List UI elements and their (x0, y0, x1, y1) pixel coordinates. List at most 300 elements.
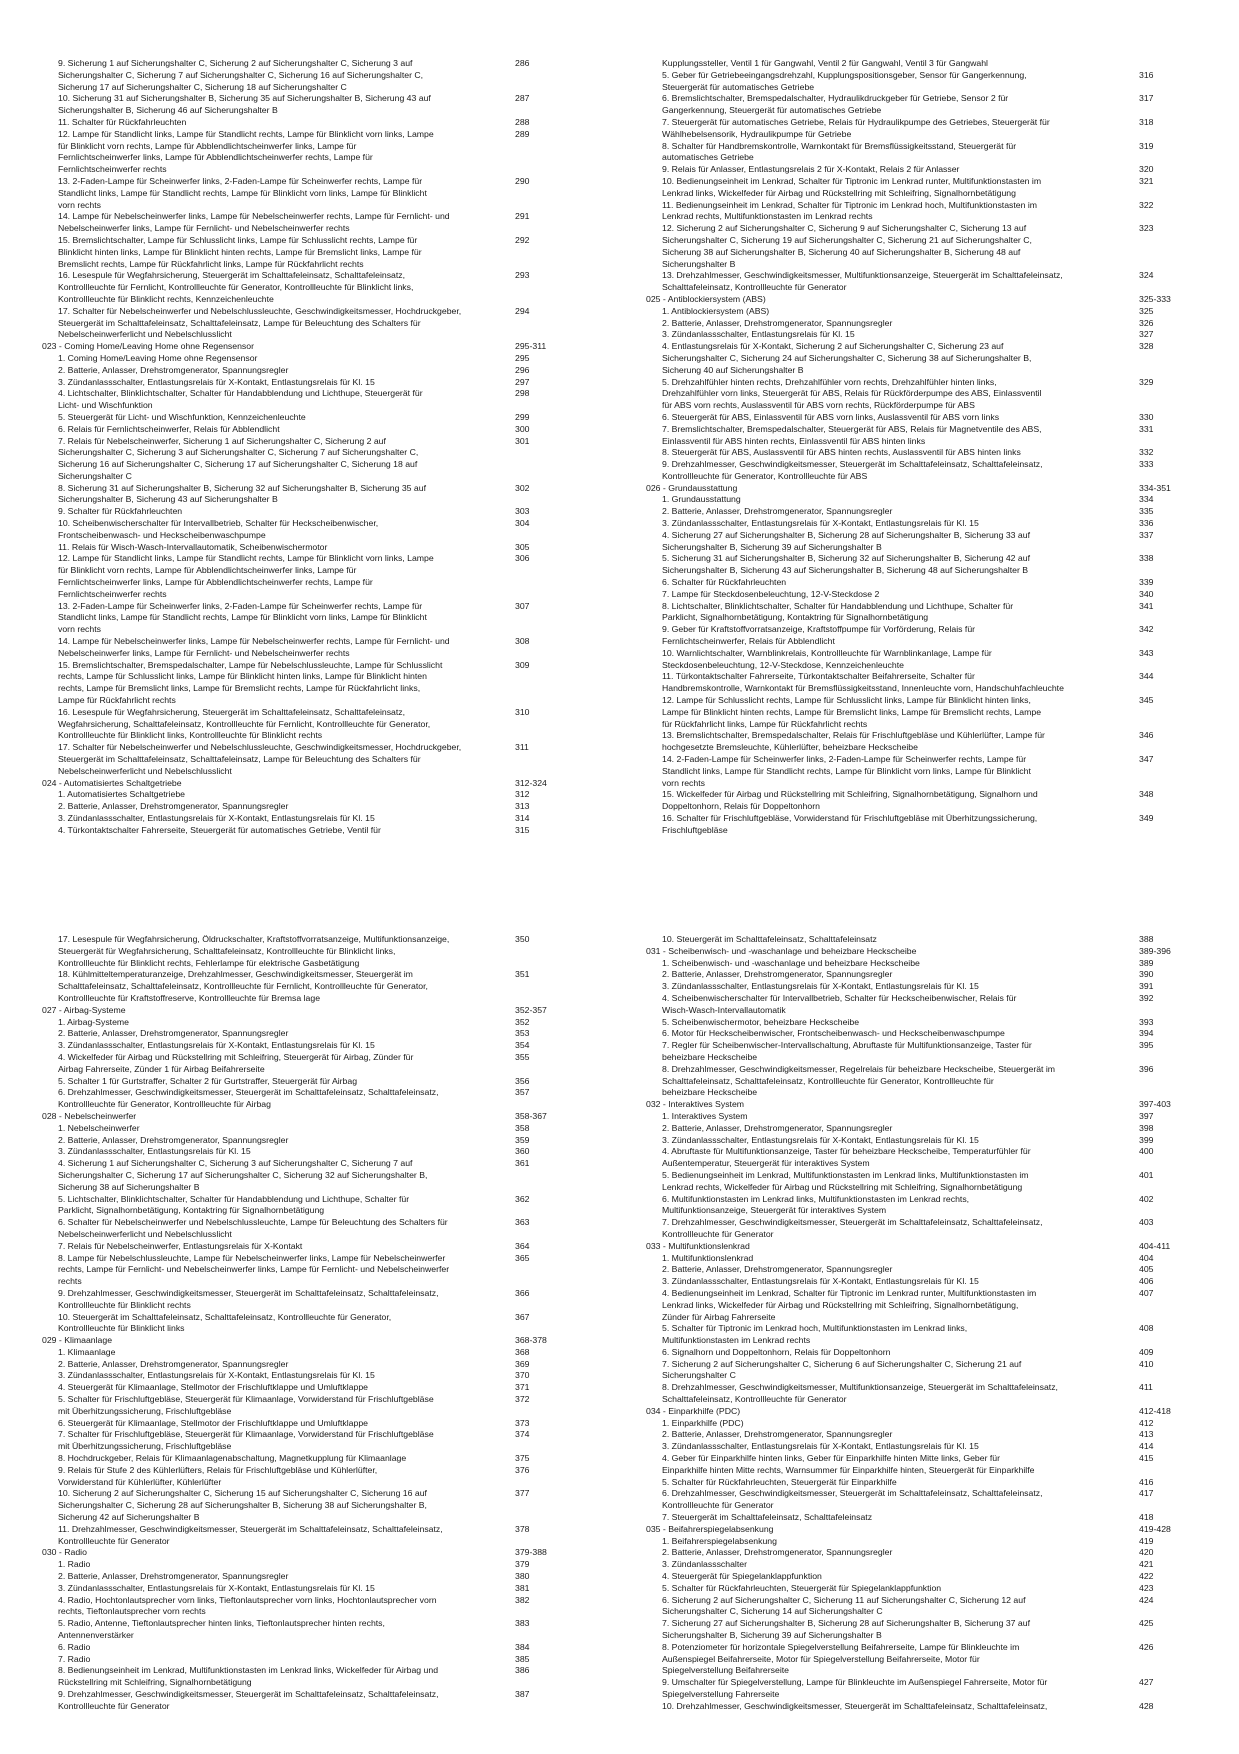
toc-page-number: 394 (1139, 1028, 1154, 1039)
toc-entry (662, 589, 1202, 601)
toc-page-number: 420 (1139, 1547, 1154, 1558)
toc-entry-title: 5. Sicherung 31 auf Sicherungshalter B, Sicherung 32 auf Sicherungshalter B, Sicherung 42 auf Sicherungshalter B, Sicherung 43 auf Sicherungshalter B, Sicherung 48 auf Sicherungshalter B (662, 553, 1031, 576)
toc-entry-title: 4. Geber für Einparkhilfe hinten links, Geber für Einparkhilfe hinten Mitte links, Geber für Einparkhilfe hinten Mitte rechts, Warnsummer für Einparkhilfe hinten, Steuergerät für Einparkhilfe (662, 1453, 1035, 1475)
toc-entry (58, 1288, 578, 1312)
toc-entry-title: 9. Drehzahlmesser, Geschwindigkeitsmesser, Steuergerät im Schalttafeleinsatz, Schalttafeleinsatz, Kontrollleuchte für Generator, Kontrollleuchte für ABS (662, 459, 1043, 481)
toc-entry (58, 789, 578, 801)
toc-page-number: 311 (515, 742, 529, 753)
toc-page-number: 346 (1139, 730, 1154, 741)
toc-page-number: 391 (1139, 981, 1154, 992)
toc-page-number: 400 (1139, 1146, 1154, 1157)
toc-entry-title: 8. Lichtschalter, Blinklichtschalter, Schalter für Handabblendung und Lichthupe, Schalter für Parklicht, Signalhornbetätigung, Kontaktring für Signalhornbetätigung (662, 600, 1014, 623)
toc-page-number: 362 (515, 1193, 530, 1204)
toc-page-number: 288 (515, 116, 530, 127)
toc-entry-title: 6. Radio (58, 1641, 91, 1652)
toc-page-number: 405 (1139, 1264, 1154, 1275)
toc-page-number: 343 (1139, 647, 1154, 658)
toc-page-number: 411 (1139, 1382, 1153, 1393)
toc-entry (58, 377, 578, 389)
toc-entry (662, 58, 1202, 70)
toc-entry-title: 3. Zündanlassschalter, Entlastungsrelais für X-Kontakt, Entlastungsrelais für Kl. 15 (58, 813, 375, 823)
toc-page-number: 332 (1139, 447, 1154, 458)
toc-page-number: 404 (1139, 1252, 1154, 1263)
toc-entry-title: 13. Drehzahlmesser, Geschwindigkeitsmesser, Multifunktionsanzeige, Steuergerät im Schalttafeleinsatz, Schalttafeleinsatz, Kontrollleuchte für Generator (662, 270, 1063, 293)
toc-page-number: 324 (1139, 270, 1154, 281)
toc-entry-title: 13. 2-Faden-Lampe für Scheinwerfer links, 2-Faden-Lampe für Scheinwerfer rechts, Lampe für Standlicht links, Lampe für Standlicht rechts, Lampe für Blinklicht vorn links, Lampe für Blinklicht vorn rechts (58, 600, 427, 635)
toc-page-number: 344 (1139, 671, 1154, 682)
toc-entry (58, 1429, 578, 1453)
toc-entry (662, 1028, 1202, 1040)
toc-entry-title: 10. Scheibenwischerschalter für Intervallbetrieb, Schalter für Heckscheibenwischer, Frontscheibenwasch- und Heckscheibenwaschpumpe (58, 518, 379, 540)
toc-page-number: 294 (515, 305, 530, 316)
toc-entry (662, 1217, 1202, 1241)
toc-entry-title: 10. Steuergerät im Schalttafeleinsatz, Schalttafeleinsatz (662, 934, 877, 944)
toc-entry (58, 1465, 578, 1489)
toc-page-number: 349 (1139, 813, 1154, 823)
toc-entry-title: 6. Multifunktionstasten im Lenkrad links, Multifunktionstasten im Lenkrad rechts, Multifunktionsanzeige, Steuergerät für interaktives System (662, 1193, 970, 1216)
toc-entry (58, 1583, 578, 1595)
toc-entry (58, 58, 578, 93)
toc-entry-title: 1. Nebelscheinwerfer (58, 1122, 140, 1133)
toc-entry-title: 11. Relais für Wisch-Wasch-Intervallautomatik, Scheibenwischermotor (58, 541, 328, 552)
toc-entry (662, 1618, 1202, 1642)
toc-entry-title: 13. Bremslichtschalter, Bremspedalschalter, Relais für Frischluftgebläse und Kühlerlüfter, Lampe für hochgesetzte Bremsleuchte, Kühlerlüfter, beheizbare Heckscheibe (662, 730, 1045, 753)
toc-page-number: 318 (1139, 116, 1154, 127)
toc-entry (58, 1217, 578, 1241)
toc-page-number: 339 (1139, 577, 1154, 588)
toc-entry (58, 1665, 578, 1689)
toc-entry-title: 1. Multifunktionslenkrad (662, 1252, 754, 1263)
toc-entry (662, 1441, 1202, 1453)
toc-entry-title: 9. Umschalter für Spiegelverstellung, Lampe für Blinkleuchte im Außenspiegel Fahrerseite, Motor für Spiegelverstellung Fahrerseite (662, 1677, 1048, 1699)
toc-entry (58, 1017, 578, 1029)
toc-entry-title: 12. Sicherung 2 auf Sicherungshalter C, Sicherung 9 auf Sicherungshalter C, Sicherung 13 auf Sicherungshalter C, Sicherung 19 auf Sicherungshalter C, Sicherung 21 auf Sicherungshalter C, Sicherung 38 auf Sicherungshalter B, Sicherung 40 auf Sicherungshalter B, Sicherung 48 auf Sicherungshalter B (662, 223, 1032, 269)
toc-entry-title: 9. Relais für Anlasser, Entlastungsrelais 2 für X-Kontakt, Relais 2 für Anlasser (662, 164, 960, 175)
toc-entry (58, 1076, 578, 1088)
toc-entry (662, 93, 1202, 117)
toc-entry (662, 601, 1202, 625)
toc-entry-title: 2. Batterie, Anlasser, Drehstromgenerator, Spannungsregler (58, 1571, 289, 1582)
toc-entry-title: 4. Sicherung 27 auf Sicherungshalter B, Sicherung 28 auf Sicherungshalter B, Sicherung 33 auf Sicherungshalter B, Sicherung 39 auf Sicherungshalter B (662, 529, 1031, 552)
toc-entry-title: 6. Schalter für Rückfahrleuchten (662, 577, 787, 588)
toc-page-number: 410 (1139, 1358, 1154, 1369)
toc-entry (662, 577, 1202, 589)
toc-entry-title: 17. Schalter für Nebelscheinwerfer und Nebelschlussleuchte, Geschwindigkeitsmesser, Hochdruckgeber, Steuergerät im Schalttafeleinsatz, Schalttafeleinsatz, Lampe für Beleuchtung des Schalters für Nebelscheinwerferlicht und Nebelschlusslicht (58, 305, 462, 340)
toc-page-number: 412 (1139, 1417, 1154, 1428)
toc-entry (662, 1276, 1202, 1288)
toc-page-number: 298 (515, 388, 530, 399)
toc-page-number: 304 (515, 518, 530, 529)
toc-entry (58, 93, 578, 117)
toc-page-number: 379 (515, 1559, 530, 1570)
toc-section-heading (646, 1240, 1202, 1253)
toc-entry-title: 026 - Grundausstattung (646, 482, 738, 493)
toc-page-number: 381 (515, 1582, 530, 1593)
toc-entry (662, 459, 1202, 483)
toc-page-number: 385 (515, 1653, 530, 1664)
toc-page-number: 350 (515, 934, 530, 944)
toc-page-number: 329 (1139, 376, 1154, 387)
toc-entry (58, 542, 578, 554)
toc-entry-title: 2. Batterie, Anlasser, Drehstromgenerator, Spannungsregler (58, 1358, 289, 1369)
toc-entry-title: 6. Motor für Heckscheibenwischer, Frontscheibenwasch- und Heckscheibenwaschpumpe (662, 1028, 1005, 1039)
toc-entry-title: 15. Bremslichtschalter, Lampe für Schlusslicht links, Lampe für Schlusslicht rechts, Lampe für Blinklicht hinten links, Lampe für Blinklicht hinten rechts, Lampe für Bremslicht links, Lampe für Bremslicht rechts, Lampe für Rückfahrlicht links, Lampe für Rückfahrlicht rechts (58, 234, 422, 269)
toc-page-number: 310 (515, 706, 530, 717)
toc-entry-title: 10. Drehzahlmesser, Geschwindigkeitsmesser, Steuergerät im Schalttafeleinsatz, Schalttafeleinsatz, (662, 1700, 1048, 1711)
toc-entry-title: 10. Steuergerät im Schalttafeleinsatz, Schalttafeleinsatz, Kontrollleuchte für Generator, Kontrollleuchte für Blinklicht links (58, 1311, 392, 1334)
toc-entry-title: 3. Zündanlassschalter, Entlastungsrelais für X-Kontakt, Entlastungsrelais für Kl. 15 (662, 1441, 979, 1452)
toc-entry (662, 993, 1202, 1017)
toc-entry (58, 825, 578, 837)
toc-entry (662, 164, 1202, 176)
toc-entry-title: 4. Steuergerät für Spiegelanklappfunktion (662, 1571, 822, 1582)
toc-entry-title: 4. Steuergerät für Klimaanlage, Stellmotor der Frischluftklappe und Umluftklappe (58, 1382, 369, 1393)
toc-entry-title: 11. Bedienungseinheit im Lenkrad, Schalter für Tiptronic im Lenkrad hoch, Multifunktionstasten im Lenkrad rechts, Multifunktionstasten im Lenkrad rechts (662, 199, 1038, 222)
toc-page-number: 367 (515, 1311, 530, 1322)
toc-entry (58, 1394, 578, 1418)
toc-page-number: 390 (1139, 969, 1154, 980)
toc-page-number: 421 (1139, 1559, 1154, 1570)
toc-entry-title: 16. Lesespule für Wegfahrsicherung, Steuergerät im Schalttafeleinsatz, Schalttafeleinsatz, Wegfahrsicherung, Schalttafeleinsatz, Kontrollleuchte für Fernlicht, Kontrollleuchte für Generator, Kontrollleuchte für Blinklicht links, Kontrollleuchte für Blinklicht rechts (58, 706, 431, 741)
toc-entry-title: 034 - Einparkhilfe (PDC) (646, 1405, 741, 1416)
toc-entry (58, 601, 578, 636)
toc-entry (662, 447, 1202, 459)
toc-entry-title: 10. Bedienungseinheit im Lenkrad, Schalter für Tiptronic im Lenkrad runter, Multifunktionstasten im Lenkrad links, Wickelfeder für Airbag und Rückstellring mit Schleifring, Signalhornbetätigung (662, 175, 1042, 198)
toc-page-number: 369 (515, 1358, 530, 1369)
toc-page-number: 374 (515, 1429, 530, 1440)
toc-entry-title: 6. Sicherung 2 auf Sicherungshalter C, Sicherung 11 auf Sicherungshalter C, Sicherung 12 auf Sicherungshalter C, Sicherung 14 auf Sicherungshalter C (662, 1594, 1026, 1617)
toc-page-number: 296 (515, 364, 530, 375)
toc-entry (662, 518, 1202, 530)
toc-entry-title: 9. Geber für Kraftstoffvorratsanzeige, Kraftstoffpumpe für Vorförderung, Relais für Fernlichtscheinwerfer, Relais für Abblendlicht (662, 624, 976, 647)
toc-entry-title: 5. Steuergerät für Licht- und Wischfunktion, Kennzeichenleuchte (58, 411, 306, 422)
toc-page-number: 287 (515, 93, 530, 104)
toc-entry-title: 8. Steuergerät für ABS, Auslassventil für ABS hinten rechts, Auslassventil für ABS hinten links (662, 447, 1021, 458)
toc-page-number: 427 (1139, 1677, 1154, 1688)
toc-entry (662, 1701, 1202, 1713)
toc-entry (58, 176, 578, 211)
toc-entry-title: 15. Wickelfeder für Airbag und Rückstellring mit Schleifring, Signalhornbetätigung, Signalhorn und Doppeltonhorn, Relais für Doppeltonhorn (662, 789, 1038, 812)
toc-entry (662, 1323, 1202, 1347)
toc-entry (58, 1418, 578, 1430)
toc-page-number: 292 (515, 234, 530, 245)
toc-page-number: 365 (515, 1252, 530, 1263)
toc-entry-title: 2. Batterie, Anlasser, Drehstromgenerator, Spannungsregler (662, 969, 893, 980)
toc-page-number: 336 (1139, 518, 1154, 529)
toc-section-heading (646, 293, 1202, 306)
toc-entry-title: 2. Batterie, Anlasser, Drehstromgenerator, Spannungsregler (662, 506, 893, 517)
toc-entry (662, 1453, 1202, 1477)
toc-entry (662, 754, 1202, 789)
toc-entry-title: 10. Sicherung 31 auf Sicherungshalter B, Sicherung 35 auf Sicherungshalter B, Sicherung 43 auf Sicherungshalter B, Sicherung 46 auf Sicherungshalter B (58, 93, 431, 116)
toc-entry (662, 117, 1202, 141)
toc-entry-title: Kupplungssteller, Ventil 1 für Gangwahl, Ventil 2 für Gangwahl, Ventil 3 für Gangwahl (662, 58, 988, 68)
toc-entry (662, 1170, 1202, 1194)
toc-entry-title: 5. Lichtschalter, Blinklichtschalter, Schalter für Handabblendung und Lichthupe, Schalter für Parklicht, Signalhornbetätigung, Kontaktring für Signalhornbetätigung (58, 1193, 410, 1216)
toc-entry-title: 13. 2-Faden-Lampe für Scheinwerfer links, 2-Faden-Lampe für Scheinwerfer rechts, Lampe für Standlicht links, Lampe für Standlicht rechts, Lampe für Blinklicht vorn links, Lampe für Blinklicht vorn rechts (58, 175, 427, 210)
toc-entry-title: 5. Schalter 1 für Gurtstraffer, Schalter 2 für Gurtstraffer, Steuergerät für Airbag (58, 1075, 358, 1086)
toc-entry (58, 1347, 578, 1359)
toc-entry-title: 6. Signalhorn und Doppeltonhorn, Relais für Doppeltonhorn (662, 1346, 891, 1357)
toc-page-number: 396 (1139, 1063, 1154, 1074)
toc-entry (662, 1547, 1202, 1559)
toc-entry (662, 789, 1202, 813)
toc-entry (662, 318, 1202, 330)
toc-page-number: 326 (1139, 317, 1154, 328)
toc-entry (58, 1123, 578, 1135)
toc-entry (58, 412, 578, 424)
toc-page-number: 406 (1139, 1276, 1154, 1287)
toc-page-number: 301 (515, 435, 530, 446)
toc-entry (662, 1288, 1202, 1323)
toc-entry-title: 033 - Multifunktionslenkrad (646, 1240, 750, 1251)
toc-column-right (646, 934, 1202, 1711)
toc-entry-title: 027 - Airbag-Systeme (42, 1004, 126, 1015)
toc-entry-title: 8. Sicherung 31 auf Sicherungshalter B, Sicherung 32 auf Sicherungshalter B, Sicherung 35 auf Sicherungshalter B, Sicherung 43 auf Sicherungshalter B (58, 482, 427, 505)
toc-entry (58, 934, 578, 969)
toc-page-number: 330 (1139, 411, 1154, 422)
toc-page-number: 338 (1139, 553, 1154, 564)
toc-page-number: 347 (1139, 754, 1154, 765)
toc-entry-title: 6. Drehzahlmesser, Geschwindigkeitsmesser, Steuergerät im Schalttafeleinsatz, Schalttafeleinsatz, Kontrollleuchte für Generator (662, 1488, 1043, 1511)
toc-page-number: 414 (1139, 1441, 1154, 1452)
toc-entry-title: 8. Schalter für Handbremskontrolle, Warnkontakt für Bremsflüssigkeitsstand, Steuergerät für automatisches Getriebe (662, 140, 1017, 163)
toc-entry-title: 2. Batterie, Anlasser, Drehstromgenerator, Spannungsregler (58, 364, 289, 375)
toc-entry (58, 553, 578, 600)
toc-entry-title: 12. Lampe für Standlicht links, Lampe für Standlicht rechts, Lampe für Blinklicht vorn links, Lampe für Blinklicht vorn rechts, Lampe für Abblendlichtscheinwerfer links, Lampe für Fernlichtscheinwerfer links, Lampe für Abblendlichtscheinwerfer rechts, Lampe für Fernlichtscheinwerfer rechts (58, 553, 434, 599)
toc-entry (58, 306, 578, 341)
toc-entry-title: 4. Scheibenwischerschalter für Intervallbetrieb, Schalter für Heckscheibenwischer, Relais für Wisch-Wasch-Intervallautomatik (662, 992, 1017, 1015)
toc-entry (662, 1595, 1202, 1619)
toc-entry (662, 813, 1202, 837)
toc-page-number: 423 (1139, 1582, 1154, 1593)
toc-page-number: 337 (1139, 529, 1154, 540)
toc-entry (662, 1642, 1202, 1677)
toc-entry (662, 530, 1202, 554)
toc-page-number: 425 (1139, 1618, 1154, 1629)
toc-section-heading (42, 1110, 578, 1123)
toc-page-number: 398 (1139, 1122, 1154, 1133)
toc-entry-title: 7. Sicherung 27 auf Sicherungshalter B, Sicherung 28 auf Sicherungshalter B, Sicherung 37 auf Sicherungshalter B, Sicherung 39 auf Sicherungshalter B (662, 1618, 1031, 1641)
toc-page-number: 290 (515, 175, 530, 186)
toc-entry-title: 9. Drehzahlmesser, Geschwindigkeitsmesser, Steuergerät im Schalttafeleinsatz, Schalttafeleinsatz, Kontrollleuchte für Generator (58, 1689, 439, 1711)
toc-entry-title: 1. Automatisiertes Schaltgetriebe (58, 789, 186, 800)
toc-entry (58, 1642, 578, 1654)
toc-entry-title: 3. Zündanlassschalter, Entlastungsrelais für X-Kontakt, Entlastungsrelais für Kl. 15 (58, 1370, 375, 1381)
toc-page-number: 393 (1139, 1016, 1154, 1027)
toc-entry-title: 11. Schalter für Rückfahrleuchten (58, 116, 187, 127)
toc-entry (58, 436, 578, 483)
toc-page-number: 364 (515, 1240, 530, 1251)
toc-entry-title: 1. Radio (58, 1559, 91, 1570)
toc-entry-title: 7. Bremslichtschalter, Bremspedalschalter, Steuergerät für ABS, Relais für Magnetventile des ABS, Einlassventil für ABS hinten rechts, Einlassventil für ABS hinten links (662, 423, 1042, 446)
toc-section-heading (646, 1405, 1202, 1418)
toc-page-number: 401 (1139, 1169, 1154, 1180)
toc-entry (58, 1571, 578, 1583)
toc-page-number: 352-357 (515, 1004, 547, 1015)
toc-entry (58, 1359, 578, 1371)
toc-entry (662, 1559, 1202, 1571)
toc-entry-title: 4. Radio, Hochtonlautsprecher vorn links, Tieftonlautsprecher vorn links, Hochtonlautsprecher vorn rechts, Tieftonlautsprecher vorn rechts (58, 1594, 437, 1617)
page-2 (0, 877, 1239, 1754)
toc-entry-title: 1. Klimaanlage (58, 1346, 116, 1357)
toc-page-number: 297 (515, 376, 530, 387)
toc-page-number: 357 (515, 1087, 530, 1098)
toc-entry-title: 4. Türkontaktschalter Fahrerseite, Steuergerät für automatisches Getriebe, Ventil für (58, 824, 381, 835)
toc-page-number: 353 (515, 1028, 530, 1039)
toc-entry-title: 2. Batterie, Anlasser, Drehstromgenerator, Spannungsregler (58, 1134, 289, 1145)
toc-page-number: 418 (1139, 1512, 1154, 1523)
toc-page-number: 325 (1139, 305, 1154, 316)
toc-entry-title: 6. Relais für Fernlichtscheinwerfer, Relais für Abblendlicht (58, 423, 280, 434)
toc-page-number: 379-388 (515, 1547, 547, 1558)
toc-entry (58, 506, 578, 518)
toc-entry-title: 17. Schalter für Nebelscheinwerfer und Nebelschlussleuchte, Geschwindigkeitsmesser, Hochdruckgeber, Steuergerät im Schalttafeleinsatz, Schalttafeleinsatz, Lampe für Beleuchtung des Schalters für Nebelscheinwerferlicht und Nebelschlusslicht (58, 742, 462, 776)
toc-entry-title: 1. Coming Home/Leaving Home ohne Regensensor (58, 352, 258, 363)
toc-page-number: 341 (1139, 600, 1154, 611)
toc-entry (662, 1135, 1202, 1147)
toc-entry (58, 813, 578, 825)
toc-page-number: 340 (1139, 588, 1154, 599)
toc-entry-title: 15. Bremslichtschalter, Bremspedalschalter, Lampe für Nebelschlussleuchte, Lampe für Schlusslicht rechts, Lampe für Schlusslicht links, Lampe für Blinklicht hinten links, Lampe für Blinklicht hinten rechts, Lampe für Bremslicht links, Lampe für Bremslicht rechts, Lampe für Rückfahrlicht links, Lampe für Rückfahrlicht rechts (58, 659, 443, 706)
toc-page-number: 293 (515, 270, 530, 281)
toc-entry-title: 4. Wickelfeder für Airbag und Rückstellring mit Schleifring, Steuergerät für Airbag, Zünder für Airbag Fahrerseite, Zünder 1 für Airbag Beifahrerseite (58, 1051, 414, 1074)
toc-entry-title: 14. Lampe für Nebelscheinwerfer links, Lampe für Nebelscheinwerfer rechts, Lampe für Fernlicht- und Nebelscheinwerfer links, Lampe für Fernlicht- und Nebelscheinwerfer rechts (58, 211, 450, 234)
toc-entry (58, 1654, 578, 1666)
toc-column-left (42, 934, 578, 1711)
toc-page-number: 371 (515, 1382, 530, 1393)
toc-entry-title: 6. Drehzahlmesser, Geschwindigkeitsmesser, Steuergerät im Schalttafeleinsatz, Schalttafeleinsatz, Kontrollleuchte für Generator, Kontrollleuchte für Airbag (58, 1087, 439, 1110)
toc-page-number: 404-411 (1139, 1240, 1171, 1251)
toc-entry-title: 8. Drehzahlmesser, Geschwindigkeitsmesser, Multifunktionsanzeige, Steuergerät im Schalttafeleinsatz, Schalttafeleinsatz, Kontrollleuchte für Generator (662, 1382, 1058, 1405)
toc-entry (58, 117, 578, 129)
toc-page-number: 395 (1139, 1040, 1154, 1051)
toc-entry-title: 5. Schalter für Frischluftgebläse, Steuergerät für Klimaanlage, Vorwiderstand für Frischluftgebläse mit Überhitzungssicherung, Frischluftgebläse (58, 1394, 434, 1416)
toc-entry-title: 3. Zündanlassschalter, Entlastungsrelais für X-Kontakt, Entlastungsrelais für Kl. 15 (662, 1276, 979, 1287)
toc-page-number: 397-403 (1139, 1099, 1171, 1110)
toc-page-number: 331 (1139, 423, 1154, 434)
toc-entry (58, 211, 578, 235)
toc-entry (58, 1370, 578, 1382)
toc-page-number: 363 (515, 1217, 530, 1228)
toc-entry (58, 742, 578, 777)
toc-page-number: 412-418 (1139, 1405, 1171, 1416)
toc-page-number: 355 (515, 1051, 530, 1062)
toc-entry-title: 7. Steuergerät für automatisches Getriebe, Relais für Hydraulikpumpe des Getriebes, Steuergerät für Wählhebelsensorik, Hydraulikpumpe für Getriebe (662, 116, 1050, 139)
toc-entry (662, 958, 1202, 970)
toc-section-heading (646, 1523, 1202, 1536)
toc-section-heading (646, 945, 1202, 958)
toc-entry (58, 1382, 578, 1394)
toc-entry-title: 7. Relais für Nebelscheinwerfer, Entlastungsrelais für X-Kontakt (58, 1240, 303, 1251)
toc-entry-title: 1. Interaktives System (662, 1110, 748, 1121)
toc-entry-title: 029 - Klimaanlage (42, 1335, 113, 1346)
toc-entry (58, 636, 578, 660)
toc-entry (662, 1347, 1202, 1359)
toc-entry-title: 2. Batterie, Anlasser, Drehstromgenerator, Spannungsregler (58, 1028, 289, 1039)
toc-entry-title: 4. Sicherung 1 auf Sicherungshalter C, Sicherung 3 auf Sicherungshalter C, Sicherung 7 auf Sicherungshalter C, Sicherung 17 auf Sicherungshalter C, Sicherung 32 auf Sicherungshalter B, Sicherung 38 auf Sicherungshalter B (58, 1158, 428, 1192)
toc-page-number: 345 (1139, 695, 1154, 706)
toc-entry-title: 1. Antiblockiersystem (ABS) (662, 305, 770, 316)
toc-entry (58, 660, 578, 707)
toc-entry (662, 176, 1202, 200)
toc-page-number: 286 (515, 58, 530, 68)
toc-page-number: 320 (1139, 164, 1154, 175)
toc-entry-title: 032 - Interaktives System (646, 1099, 745, 1110)
toc-entry-title: 4. Bedienungseinheit im Lenkrad, Schalter für Tiptronic im Lenkrad runter, Multifunktionstasten im Lenkrad links, Wickelfeder für Airbag und Rückstellring mit Schleifring, Signalhornbetätigung, Zünder für Airbag Fahrerseite (662, 1287, 1037, 1322)
toc-entry-title: 2. Batterie, Anlasser, Drehstromgenerator, Spannungsregler (58, 801, 289, 812)
toc-page-number: 352 (515, 1016, 530, 1027)
toc-page-number: 291 (515, 211, 530, 222)
toc-entry-title: 9. Relais für Stufe 2 des Kühlerlüfters, Relais für Frischluftgebläse und Kühlerlüfter, Vorwiderstand für Kühlerlüfter, Kühlerlüfter (58, 1464, 378, 1487)
toc-entry-title: 9. Drehzahlmesser, Geschwindigkeitsmesser, Steuergerät im Schalttafeleinsatz, Schalttafeleinsatz, Kontrollleuchte für Blinklicht rechts (58, 1287, 439, 1310)
toc-entry-title: 10. Warnlichtschalter, Warnblinkrelais, Kontrollleuchte für Warnblinkanlage, Lampe für Steckdosenbeleuchtung, 12-V-Steckdose, Kennzeichenleuchte (662, 647, 992, 670)
toc-entry-title: 7. Lampe für Steckdosenbeleuchtung, 12-V-Steckdose 2 (662, 588, 880, 599)
toc-entry (662, 200, 1202, 224)
toc-entry-title: 2. Batterie, Anlasser, Drehstromgenerator, Spannungsregler (662, 1264, 893, 1275)
toc-entry (662, 1477, 1202, 1489)
toc-page-number: 299 (515, 411, 530, 422)
toc-page-number: 307 (515, 600, 530, 611)
toc-entry-title: 025 - Antiblockiersystem (ABS) (646, 293, 766, 304)
toc-page-number: 383 (515, 1618, 530, 1629)
toc-entry (58, 1028, 578, 1040)
toc-page-number: 302 (515, 482, 530, 493)
toc-entry (662, 730, 1202, 754)
toc-page-number: 370 (515, 1370, 530, 1381)
toc-page-number: 368-378 (515, 1335, 547, 1346)
toc-page-number: 358-367 (515, 1110, 547, 1121)
toc-entry-title: 11. Türkontaktschalter Fahrerseite, Türkontaktschalter Beifahrerseite, Schalter für Handbremskontrolle, Warnkontakt für Bremsflüssigkeitsstand, Innenleuchte vorn, Handschuhfachleuchte (662, 671, 1064, 694)
toc-entry-title: 7. Schalter für Frischluftgebläse, Steuergerät für Klimaanlage, Vorwiderstand für Frischluftgebläse mit Überhitzungssicherung, Frischluftgebläse (58, 1429, 434, 1452)
toc-entry (58, 1040, 578, 1052)
toc-page-number: 321 (1139, 175, 1154, 186)
toc-entry (58, 1524, 578, 1548)
toc-entry (58, 235, 578, 270)
toc-page-number: 426 (1139, 1641, 1154, 1652)
toc-entry-title: 16. Schalter für Frischluftgebläse, Vorwiderstand für Frischluftgebläse mit Überhitzungssicherung, Frischluftgebläse (662, 813, 1038, 835)
toc-page-number: 335 (1139, 506, 1154, 517)
toc-entry (58, 424, 578, 436)
toc-entry-title: 5. Drehzahlfühler hinten rechts, Drehzahlfühler vorn rechts, Drehzahlfühler hinten links, Drehzahlfühler vorn links, Steuergerät für ABS, Relais für Rückförderpumpe des ABS, Einlassventil für ABS vorn rechts, Auslassventil für ABS vorn rechts, Rückförderpumpe für ABS (662, 376, 1042, 411)
toc-entry-title: 18. Kühlmitteltemperaturanzeige, Drehzahlmesser, Geschwindigkeitsmesser, Steuergerät im Schalttafeleinsatz, Schalttafeleinsatz, Kontrollleuchte für Fernlicht, Kontrollleuchte für Generator, Kontrollleuchte für Kraftstoffreserve, Kontrollleuchte für Bremsa lage (58, 969, 428, 1003)
toc-page-number: 409 (1139, 1346, 1154, 1357)
toc-entry (58, 1689, 578, 1713)
toc-page-number: 348 (1139, 789, 1154, 800)
toc-entry (58, 270, 578, 305)
toc-entry (58, 1158, 578, 1193)
toc-page-number: 325-333 (1139, 293, 1171, 304)
toc-page-number: 417 (1139, 1488, 1154, 1499)
toc-entry-title: 14. 2-Faden-Lampe für Scheinwerfer links, 2-Faden-Lampe für Scheinwerfer rechts, Lampe für Standlicht links, Lampe für Standlicht rechts, Lampe für Blinklicht vorn links, Lampe für Blinklicht vorn rechts (662, 754, 1031, 788)
toc-entry (662, 648, 1202, 672)
toc-section-heading (646, 482, 1202, 495)
toc-column-left (42, 58, 578, 835)
toc-section-heading (42, 1335, 578, 1347)
toc-entry-title: 7. Radio (58, 1653, 91, 1664)
toc-entry (58, 353, 578, 365)
toc-entry (58, 1453, 578, 1465)
toc-entry (662, 1677, 1202, 1701)
toc-page-number: 397 (1139, 1110, 1154, 1121)
toc-page-number: 389 (1139, 957, 1154, 968)
toc-entry-title: 3. Zündanlassschalter, Entlastungsrelais für Kl. 15 (662, 329, 855, 340)
toc-page-number: 415 (1139, 1453, 1154, 1464)
toc-entry (662, 506, 1202, 518)
toc-entry-title: 8. Hochdruckgeber, Relais für Klimaanlagenabschaltung, Magnetkupplung für Klimaanlage (58, 1453, 407, 1464)
toc-entry (662, 1382, 1202, 1406)
toc-entry (662, 671, 1202, 695)
